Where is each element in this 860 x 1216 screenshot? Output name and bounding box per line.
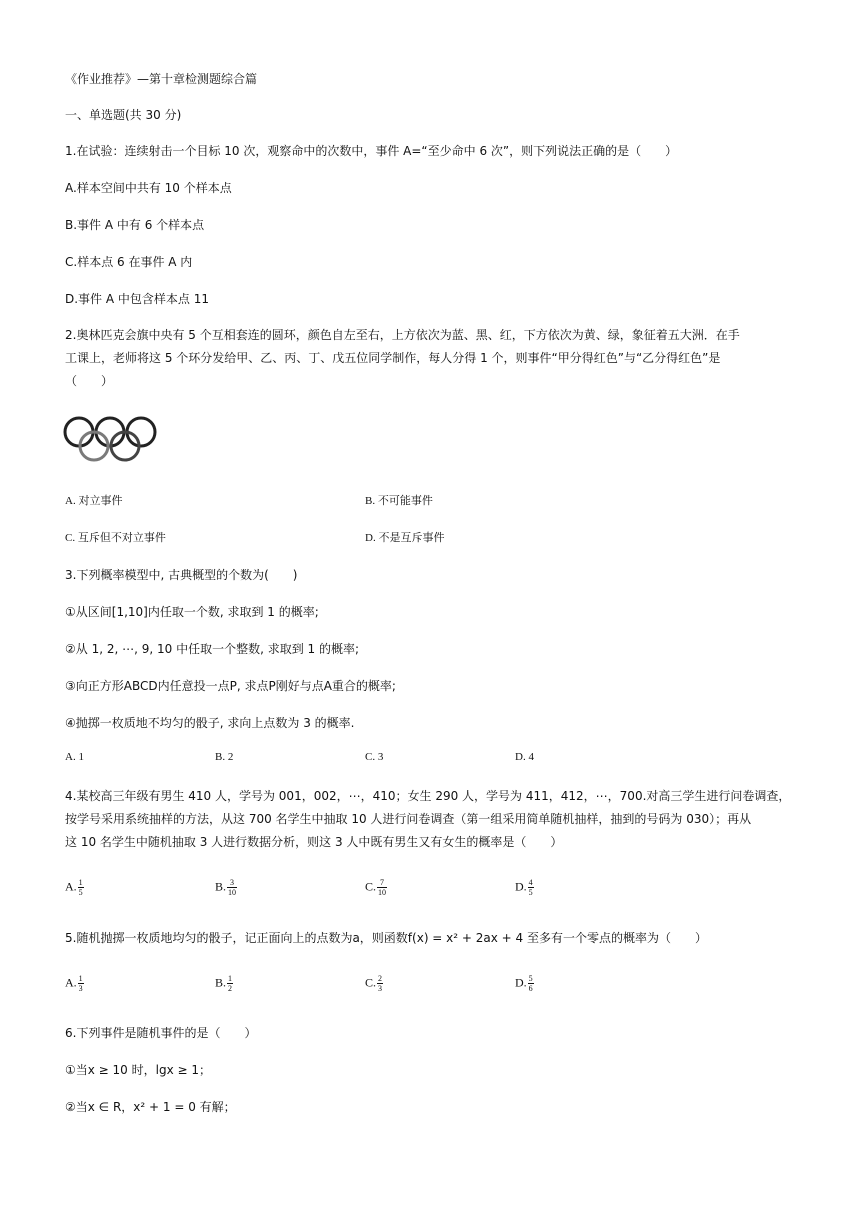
question-4-option-d — [515, 878, 534, 897]
section-heading: 一、单选题(共 30 分) — [65, 108, 182, 122]
fraction-denominator: 3 — [78, 984, 83, 993]
question-6-item-1: ①当x ≥ 10 时，lgx ≥ 1； — [65, 1063, 211, 1077]
question-1-option-a: A.样本空间中共有 10 个样本点 — [65, 181, 232, 195]
question-3-item-4: ④抛掷一枚质地不均匀的骰子, 求向上点数为 3 的概率. — [65, 716, 355, 730]
question-2-stem-line-3: （ ） — [65, 374, 114, 388]
fraction — [78, 974, 84, 993]
question-1-option-c: C.样本点 6 在事件 A 内 — [65, 255, 193, 269]
question-2-stem-line-2: 工课上，老师将这 5 个环分发给甲、乙、丙、丁、戊五位同学制作，每人分得 1 个，则事件“甲分得红色”与“乙分得红色”是 — [65, 351, 721, 365]
question-3-option-a: A. 1 — [65, 751, 84, 763]
document-title: 《作业推荐》—第十章检测题综合篇 — [65, 72, 258, 86]
fraction-numerator: 4 — [528, 878, 533, 887]
fraction-denominator: 5 — [528, 888, 533, 897]
question-2-option-d: D. 不是互斥事件 — [365, 532, 445, 544]
fraction — [528, 878, 534, 897]
fraction-numerator: 2 — [378, 974, 383, 983]
fraction-denominator: 2 — [228, 984, 233, 993]
question-6-item-2: ②当x ∈ R，x² + 1 = 0 有解； — [65, 1100, 236, 1114]
option-label: D. — [515, 879, 527, 894]
question-3-stem: 3.下列概率模型中, 古典概型的个数为( ) — [65, 568, 298, 582]
option-label: B. — [215, 975, 227, 990]
question-4-stem-line-1: 4.某校高三年级有男生 410 人，学号为 001，002，⋯，410；女生 290 人，学号为 411，412，⋯，700.对高三学生进行问卷调查， — [65, 789, 791, 803]
question-1-option-d: D.事件 A 中包含样本点 11 — [65, 292, 209, 306]
option-label: A. — [65, 975, 77, 990]
question-3-option-c: C. 3 — [365, 751, 384, 763]
question-2-option-b: B. 不可能事件 — [365, 495, 433, 507]
fraction-numerator: 7 — [377, 878, 387, 888]
fraction — [377, 878, 387, 897]
option-label: C. — [365, 879, 377, 894]
fraction — [377, 974, 383, 993]
option-label: B. — [215, 879, 227, 894]
option-label: C. — [365, 975, 377, 990]
question-1-stem: 1.在试验：连续射击一个目标 10 次，观察命中的次数中，事件 A=“至少命中 6 次”，则下列说法正确的是（ ） — [65, 144, 678, 158]
fraction-denominator: 6 — [528, 984, 533, 993]
question-4-option-c — [365, 878, 387, 897]
fraction-denominator: 10 — [378, 888, 387, 897]
question-6-stem: 6.下列事件是随机事件的是（ ） — [65, 1026, 257, 1040]
option-label: D. — [515, 975, 527, 990]
fraction — [78, 878, 84, 897]
fraction-numerator: 1 — [228, 974, 233, 983]
fraction-numerator: 5 — [528, 974, 533, 983]
question-5-stem: 5.随机抛掷一枚质地均匀的骰子，记正面向上的点数为a，则函数f(x) = x² + 2ax + 4 至多有一个零点的概率为（ ） — [65, 931, 707, 945]
question-3-item-2: ②从 1, 2, ⋯, 9, 10 中任取一个整数, 求取到 1 的概率; — [65, 642, 360, 656]
fraction — [227, 974, 233, 993]
fraction-numerator: 1 — [78, 974, 83, 983]
question-4-stem-line-3: 这 10 名学生中随机抽取 3 人进行数据分析，则这 3 人中既有男生又有女生的概率是（ ） — [65, 835, 563, 849]
option-label: A. — [65, 879, 77, 894]
question-2-option-a: A. 对立事件 — [65, 495, 123, 507]
question-3-option-d: D. 4 — [515, 751, 534, 763]
fraction — [528, 974, 534, 993]
fraction-denominator: 3 — [378, 984, 383, 993]
question-5-option-b — [215, 974, 233, 993]
question-3-item-1: ①从区间[1,10]内任取一个数, 求取到 1 的概率; — [65, 605, 319, 619]
question-5-option-a — [65, 974, 84, 993]
fraction-numerator: 1 — [78, 878, 83, 887]
question-5-option-c — [365, 974, 383, 993]
question-2-stem-line-1: 2.奥林匹克会旗中央有 5 个互相套连的圆环，颜色自左至右，上方依次为蓝、黑、红，下方依次为黄、绿，象征着五大洲．在手 — [65, 328, 740, 342]
question-2-option-c: C. 互斥但不对立事件 — [65, 532, 166, 544]
fraction-numerator: 3 — [227, 878, 237, 888]
question-4-option-a — [65, 878, 84, 897]
olympic-rings-icon — [62, 414, 162, 466]
fraction — [227, 878, 237, 897]
fraction-denominator: 5 — [78, 888, 83, 897]
question-3-option-b: B. 2 — [215, 751, 234, 763]
question-4-stem-line-2: 按学号采用系统抽样的方法，从这 700 名学生中抽取 10 人进行问卷调查（第一组采用简单随机抽样，抽到的号码为 030）；再从 — [65, 812, 752, 826]
fraction-denominator: 10 — [228, 888, 237, 897]
question-1-option-b: B.事件 A 中有 6 个样本点 — [65, 218, 205, 232]
question-4-option-b — [215, 878, 237, 897]
question-3-item-3: ③向正方形ABCD内任意投一点P, 求点P刚好与点A重合的概率; — [65, 679, 396, 693]
question-5-option-d — [515, 974, 534, 993]
